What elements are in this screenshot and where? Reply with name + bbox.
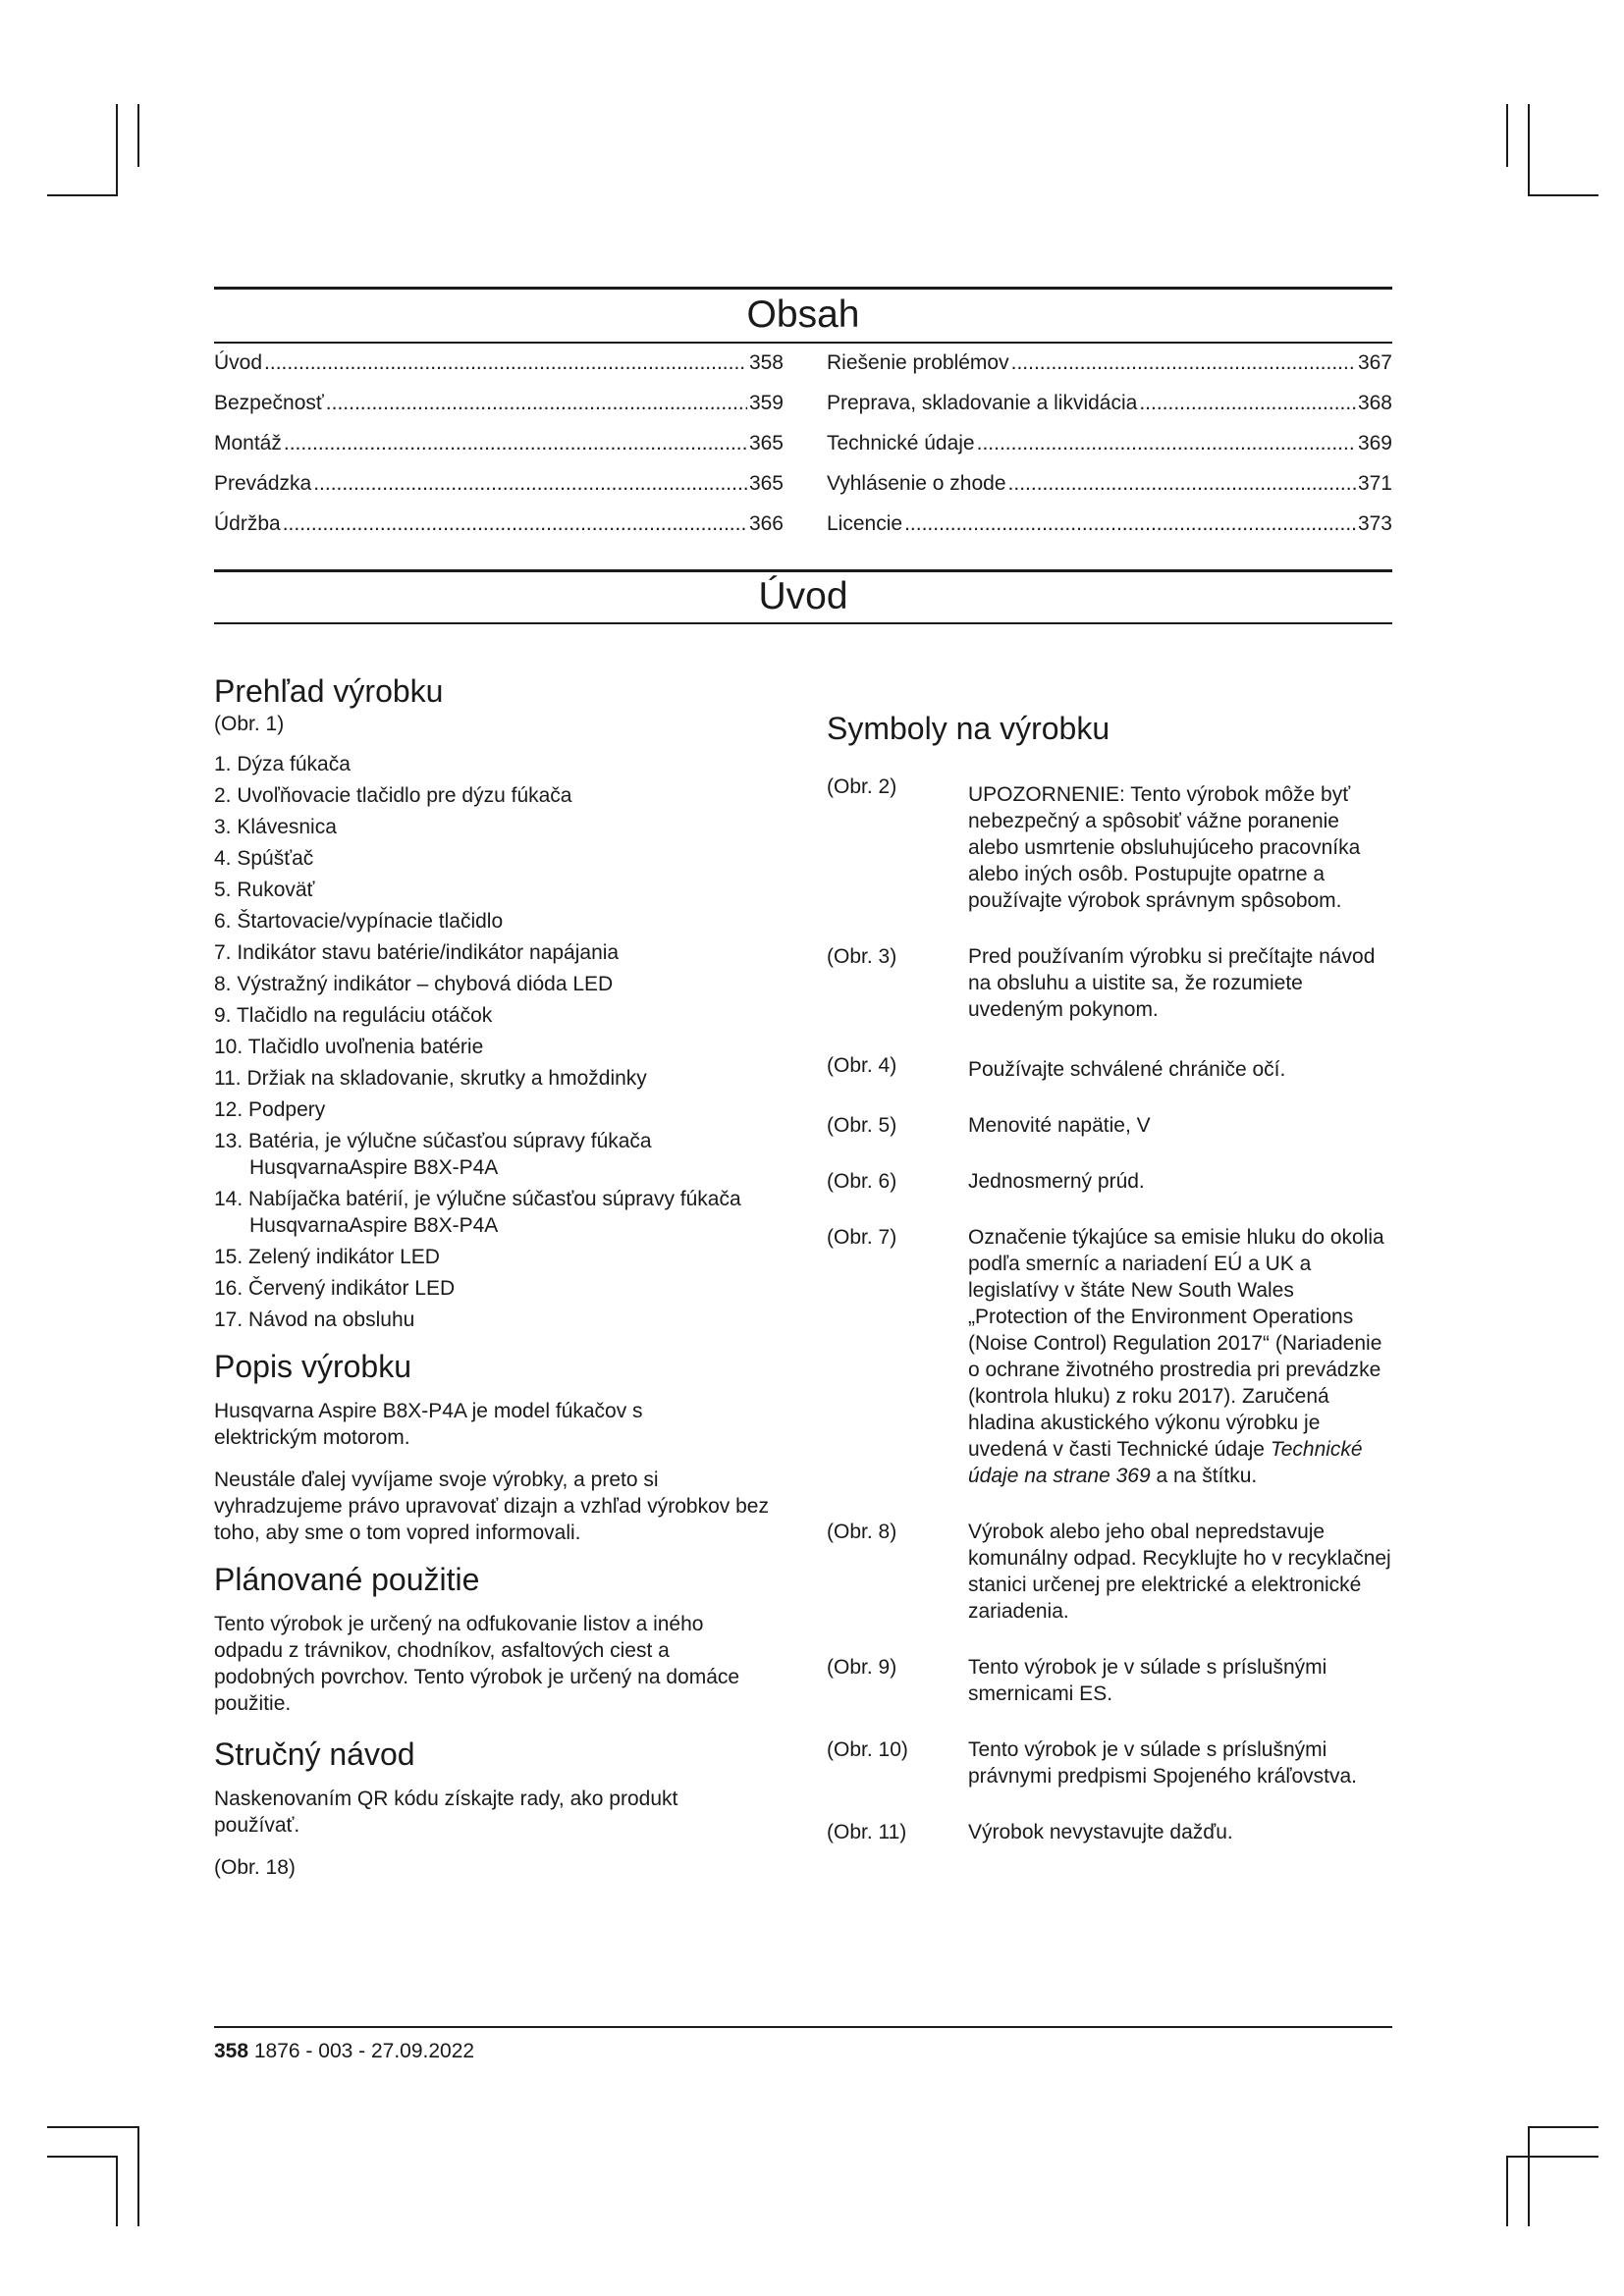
left-column — [214, 671, 784, 1881]
toc-entry[interactable]: Riešenie problémov ..... 367 — [827, 349, 1392, 390]
toc-entry[interactable]: Prevádzka ..... 365 — [214, 470, 784, 510]
list-item: 14. Nabíjačka batérií, je výlučne súčasťou súpravy fúkača HusqvarnaAspire B8X-P4A — [214, 1188, 741, 1237]
symbol-description: Tento výrobok je v súlade s príslušnými právnymi predpismi Spojeného kráľovstva. — [968, 1738, 1357, 1788]
crop-mark — [47, 2126, 139, 2128]
toc-top-rule — [214, 287, 1392, 290]
symbol-description: Menovité napätie, V — [968, 1114, 1151, 1137]
description-paragraph: Husqvarna Aspire B8X-P4A je model fúkačov s elektrickým motorom. — [214, 1400, 643, 1449]
list-item: 9. Tlačidlo na reguláciu otáčok — [214, 1004, 493, 1027]
symbol-row — [827, 1168, 1392, 1195]
symbol-description: Pred používaním výrobku si prečítajte návod na obsluhu a uistite sa, že rozumiete uvedeným pokynom. — [968, 945, 1376, 1021]
toc-entry[interactable]: Úvod ..... 358 — [214, 349, 784, 390]
symbol-description: Označenie týkajúce sa emisie hluku do okolia podľa smerníc a nariadení EÚ a UK a legislatívy v štáte New South Wales „Protection of the Environment Operations (Noise Control) Regulation 2017“ (Nariadenie o ochrane životného prostredia pri prevádzke (kontrola hluku) z roku 2017). Zaručená hladina akustického výkonu výrobku je uvedená v časti Technické údaje Technické údaje na strane 369 a na štítku. — [968, 1226, 1384, 1487]
symbols-heading: Symboly na výrobku — [827, 711, 1110, 746]
list-item: 1. Dýza fúkača — [214, 753, 351, 775]
crop-mark — [1528, 2126, 1530, 2226]
description-heading: Popis výrobku — [214, 1349, 411, 1384]
symbol-description: Výrobok alebo jeho obal nepredstavuje komunálny odpad. Recyklujte ho v recyklačnej stanici určenej pre elektrické a elektronické zariadenia. — [968, 1521, 1391, 1623]
symbol-description: Výrobok nevystavujte dažďu. — [968, 1821, 1233, 1843]
symbol-figure-ref: (Obr. 2) — [827, 775, 897, 798]
page-number: 358 — [214, 2040, 249, 2062]
list-item: 5. Rukoväť — [214, 879, 315, 901]
symbol-row — [827, 1819, 1392, 1845]
toc-entry[interactable]: Vyhlásenie o zhode ..... 371 — [827, 470, 1392, 510]
symbol-row — [827, 774, 1392, 914]
crop-mark — [1506, 2156, 1508, 2226]
right-column — [827, 709, 1392, 1875]
crop-mark — [116, 2156, 118, 2226]
cross-reference-link[interactable]: Technické údaje na strane 369 — [968, 1438, 1363, 1487]
document-id: 1876 - 003 - 27.09.2022 — [248, 2040, 475, 2062]
symbol-row — [827, 1736, 1392, 1789]
list-item: 3. Klávesnica — [214, 816, 337, 838]
toc-entry[interactable]: Bezpečnosť ..... 359 — [214, 390, 784, 430]
symbol-figure-ref: (Obr. 7) — [827, 1226, 897, 1249]
symbol-figure-ref: (Obr. 11) — [827, 1821, 907, 1843]
intended-use-paragraph: Tento výrobok je určený na odfukovanie listov a iného odpadu z trávnikov, chodníkov, asfaltových ciest a podobných povrchov. Tento výrobok je určený na domáce použitie. — [214, 1613, 740, 1715]
symbol-figure-ref: (Obr. 6) — [827, 1170, 897, 1193]
list-item: 13. Batéria, je výlučne súčasťou súpravy fúkača HusqvarnaAspire B8X-P4A — [214, 1130, 652, 1179]
symbol-row — [827, 1052, 1392, 1083]
overview-heading: Prehľad výrobku — [214, 673, 444, 709]
toc-right-column — [827, 349, 1392, 551]
symbol-description: Používajte schválené chrániče očí. — [968, 1058, 1286, 1081]
parts-list — [214, 751, 784, 1333]
toc-entry[interactable]: Technické údaje ..... 369 — [827, 430, 1392, 470]
toc-entry[interactable]: Údržba ..... 366 — [214, 510, 784, 551]
section-title: Úvod — [758, 575, 848, 617]
symbol-figure-ref: (Obr. 4) — [827, 1054, 897, 1077]
quick-guide-paragraph: Naskenovaním QR kódu získajte rady, ako produkt používať. — [214, 1788, 678, 1837]
symbol-figure-ref: (Obr. 5) — [827, 1114, 897, 1137]
list-item: 7. Indikátor stavu batérie/indikátor napájania — [214, 941, 620, 964]
toc-bottom-rule — [214, 342, 1392, 344]
list-item: 16. Červený indikátor LED — [214, 1277, 456, 1300]
overview-figure-ref: (Obr. 1) — [214, 713, 285, 735]
symbol-row — [827, 1112, 1392, 1139]
toc-leader — [1011, 349, 1356, 377]
toc-leader — [977, 430, 1356, 457]
toc-leader — [313, 470, 747, 498]
symbol-row — [827, 1224, 1392, 1489]
crop-mark — [1528, 104, 1530, 196]
crop-mark — [137, 104, 139, 167]
quick-guide-figure-ref: (Obr. 18) — [214, 1856, 296, 1879]
list-item: 15. Zelený indikátor LED — [214, 1246, 440, 1268]
symbol-row — [827, 1519, 1392, 1625]
toc-entry[interactable]: Montáž ..... 365 — [214, 430, 784, 470]
list-item: 12. Podpery — [214, 1098, 326, 1121]
crop-mark — [1528, 2126, 1598, 2128]
toc-left-column — [214, 349, 784, 551]
toc-entry[interactable]: Preprava, skladovanie a likvidácia ..... 368 — [827, 390, 1392, 430]
toc-leader — [264, 349, 747, 377]
crop-mark — [1528, 194, 1598, 196]
symbol-row — [827, 943, 1392, 1023]
symbol-figure-ref: (Obr. 10) — [827, 1738, 908, 1761]
crop-mark — [47, 2156, 118, 2158]
quick-guide-heading: Stručný návod — [214, 1736, 415, 1772]
symbol-description: Tento výrobok je v súlade s príslušnými smernicami ES. — [968, 1656, 1327, 1705]
list-item: 10. Tlačidlo uvoľnenia batérie — [214, 1036, 484, 1058]
toc-leader — [283, 510, 747, 538]
toc-entry[interactable]: Licencie ..... 373 — [827, 510, 1392, 551]
list-item: 2. Uvoľňovacie tlačidlo pre dýzu fúkača — [214, 784, 572, 807]
crop-mark — [137, 2126, 139, 2226]
toc-leader — [1139, 390, 1356, 417]
list-item: 4. Spúšťač — [214, 847, 314, 870]
footer-rule — [214, 2026, 1392, 2028]
section-bottom-rule — [214, 622, 1392, 624]
crop-mark — [1506, 2156, 1598, 2158]
toc-leader — [284, 430, 747, 457]
symbol-description: Jednosmerný prúd. — [968, 1170, 1145, 1193]
intended-use-heading: Plánované použitie — [214, 1562, 480, 1597]
crop-mark — [1506, 104, 1508, 167]
toc-leader — [1008, 470, 1356, 498]
symbol-figure-ref: (Obr. 3) — [827, 945, 897, 968]
symbol-row — [827, 1654, 1392, 1707]
symbol-figure-ref: (Obr. 8) — [827, 1521, 897, 1543]
toc-leader — [904, 510, 1356, 538]
list-item: 8. Výstražný indikátor – chybová dióda LED — [214, 973, 614, 995]
toc-title: Obsah — [746, 294, 860, 336]
symbol-description: UPOZORNENIE: Tento výrobok môže byť nebezpečný a spôsobiť vážne poranenie alebo usmrtenie obsluhujúceho pracovníka alebo iných osôb. Postupujte opatrne a používajte výrobok správnym spôsobom. — [968, 783, 1361, 912]
symbol-figure-ref: (Obr. 9) — [827, 1656, 897, 1679]
page-footer — [214, 2038, 474, 2065]
toc-leader — [326, 390, 747, 417]
list-item: 11. Držiak na skladovanie, skrutky a hmoždinky — [214, 1067, 647, 1090]
section-top-rule — [214, 569, 1392, 572]
crop-mark — [116, 104, 118, 196]
list-item: 6. Štartovacie/vypínacie tlačidlo — [214, 910, 504, 933]
list-item: 17. Návod na obsluhu — [214, 1308, 415, 1331]
crop-mark — [47, 194, 118, 196]
description-paragraph: Neustále ďalej vyvíjame svoje výrobky, a preto si vyhradzujeme právo upravovať dizajn a vzhľad výrobkov bez toho, aby sme o tom vopred informovali. — [214, 1468, 769, 1544]
